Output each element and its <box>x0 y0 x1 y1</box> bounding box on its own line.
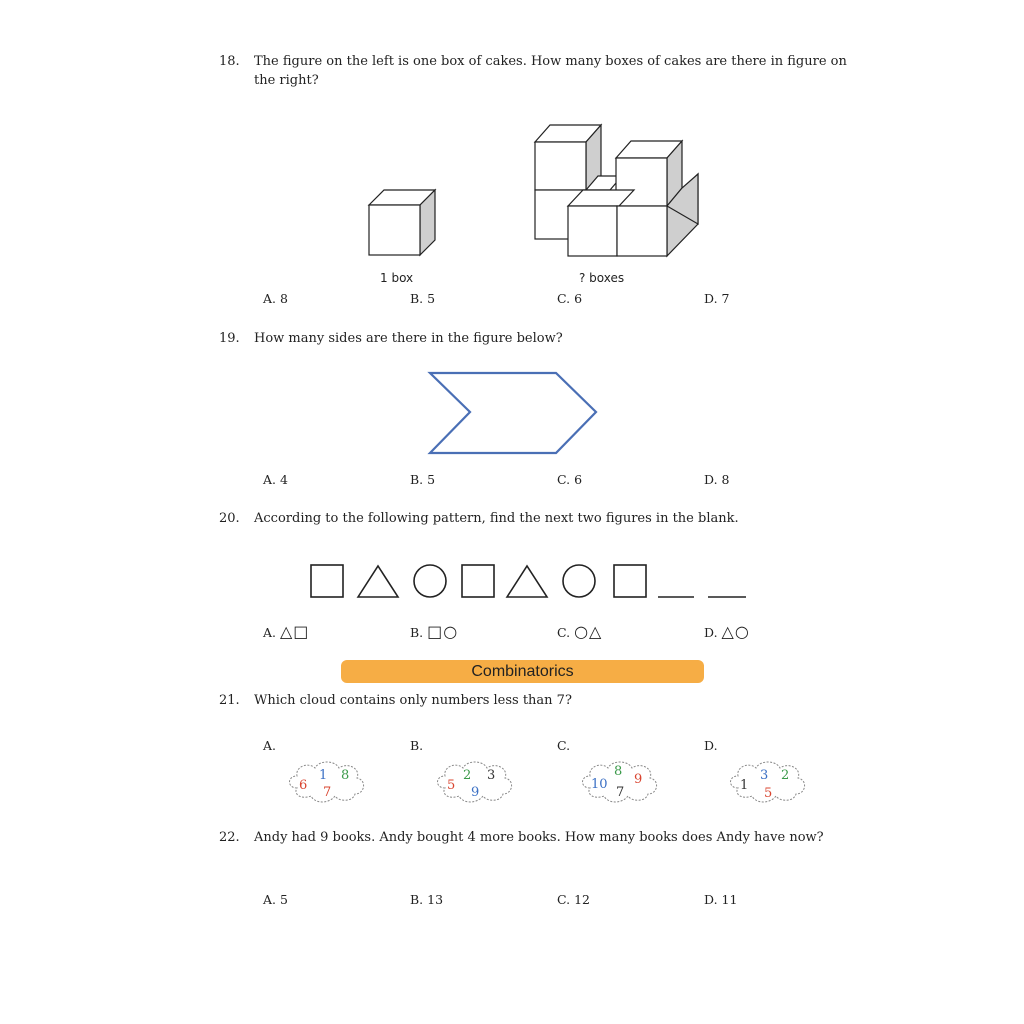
q19-option-a[interactable]: A. 4 <box>263 472 288 487</box>
q18-label-left: 1 box <box>380 271 414 285</box>
q20-option-d[interactable] <box>704 622 750 641</box>
q19-number: 19. <box>219 331 240 346</box>
cloud-d-num-2: 3 <box>760 768 769 783</box>
section-banner-combinatorics: Combinatorics <box>341 660 704 683</box>
q21-text: Which cloud contains only numbers less than 7? <box>254 693 572 708</box>
cloud-d-num-4: 5 <box>764 786 773 801</box>
q22-option-d[interactable]: D. 11 <box>704 892 738 907</box>
q20-option-b[interactable] <box>410 622 458 641</box>
cloud-c-num-1: 10 <box>591 777 608 792</box>
q20-option-a-symbols: △□ <box>280 622 310 641</box>
cloud-b-num-4: 9 <box>471 785 480 800</box>
q18-option-c[interactable]: C. 6 <box>557 291 583 306</box>
cloud-c-num-4: 7 <box>616 785 625 800</box>
q18-text-line2: the right? <box>254 73 319 88</box>
cloud-b-num-2: 2 <box>463 768 472 783</box>
q22-number: 22. <box>219 830 240 845</box>
q19-option-c[interactable]: C. 6 <box>557 472 583 487</box>
cloud-a-num-2: 1 <box>319 768 328 783</box>
cloud-a[interactable] <box>285 758 367 804</box>
q21-option-d-letter[interactable]: D. <box>704 738 718 753</box>
pattern-circle-1 <box>414 565 446 597</box>
q18-number: 18. <box>219 54 240 69</box>
q21-option-a-letter[interactable]: A. <box>263 738 277 753</box>
stacked-boxes-figure <box>530 120 710 260</box>
q22-option-b[interactable]: B. 13 <box>410 892 444 907</box>
q19-option-d[interactable]: D. 8 <box>704 472 730 487</box>
pattern-triangle-2 <box>507 566 547 597</box>
q20-option-c-letter: C. <box>557 625 571 640</box>
cloud-d-num-3: 2 <box>781 768 790 783</box>
q22-text: Andy had 9 books. Andy bought 4 more books. How many books does Andy have now? <box>254 830 824 845</box>
q20-option-a[interactable] <box>263 622 309 641</box>
pattern-triangle-1 <box>358 566 398 597</box>
q20-option-d-symbols: △○ <box>721 622 750 641</box>
q20-option-a-letter: A. <box>263 625 277 640</box>
cloud-a-num-3: 8 <box>341 768 350 783</box>
cloud-d-num-1: 1 <box>740 778 749 793</box>
q20-text: According to the following pattern, find the next two figures in the blank. <box>254 511 739 526</box>
pattern-square-2 <box>462 565 494 597</box>
q18-option-d[interactable]: D. 7 <box>704 291 730 306</box>
q18-label-right: ? boxes <box>579 271 625 285</box>
q22-option-c[interactable]: C. 12 <box>557 892 590 907</box>
q22-option-a[interactable]: A. 5 <box>263 892 288 907</box>
q20-option-b-symbols: □○ <box>427 622 459 641</box>
cloud-d[interactable] <box>726 758 808 804</box>
q20-number: 20. <box>219 511 240 526</box>
cloud-b[interactable] <box>433 758 515 804</box>
cloud-a-num-1: 6 <box>299 778 308 793</box>
pattern-square-3 <box>614 565 646 597</box>
q20-option-c-symbols: ○△ <box>574 622 603 641</box>
cloud-c[interactable] <box>578 758 660 804</box>
chevron-shape-figure <box>425 370 605 460</box>
cloud-c-num-2: 8 <box>614 764 623 779</box>
pattern-square-1 <box>311 565 343 597</box>
q19-text: How many sides are there in the figure below? <box>254 331 563 346</box>
q18-text-line1: The figure on the left is one box of cakes. How many boxes of cakes are there in figure on <box>254 54 847 69</box>
cloud-c-num-3: 9 <box>634 772 643 787</box>
q21-number: 21. <box>219 693 240 708</box>
cloud-a-num-4: 7 <box>323 785 332 800</box>
q18-option-a[interactable]: A. 8 <box>263 291 288 306</box>
single-box-figure <box>360 185 440 260</box>
q20-option-c[interactable] <box>557 622 602 641</box>
shape-pattern-figure <box>305 560 755 605</box>
cloud-b-num-1: 5 <box>447 778 456 793</box>
q20-option-b-letter: B. <box>410 625 424 640</box>
q18-option-b[interactable]: B. 5 <box>410 291 436 306</box>
q19-option-b[interactable]: B. 5 <box>410 472 436 487</box>
q21-option-b-letter[interactable]: B. <box>410 738 424 753</box>
pattern-circle-2 <box>563 565 595 597</box>
cloud-b-num-3: 3 <box>487 768 496 783</box>
q21-option-c-letter[interactable]: C. <box>557 738 571 753</box>
q20-option-d-letter: D. <box>704 625 718 640</box>
